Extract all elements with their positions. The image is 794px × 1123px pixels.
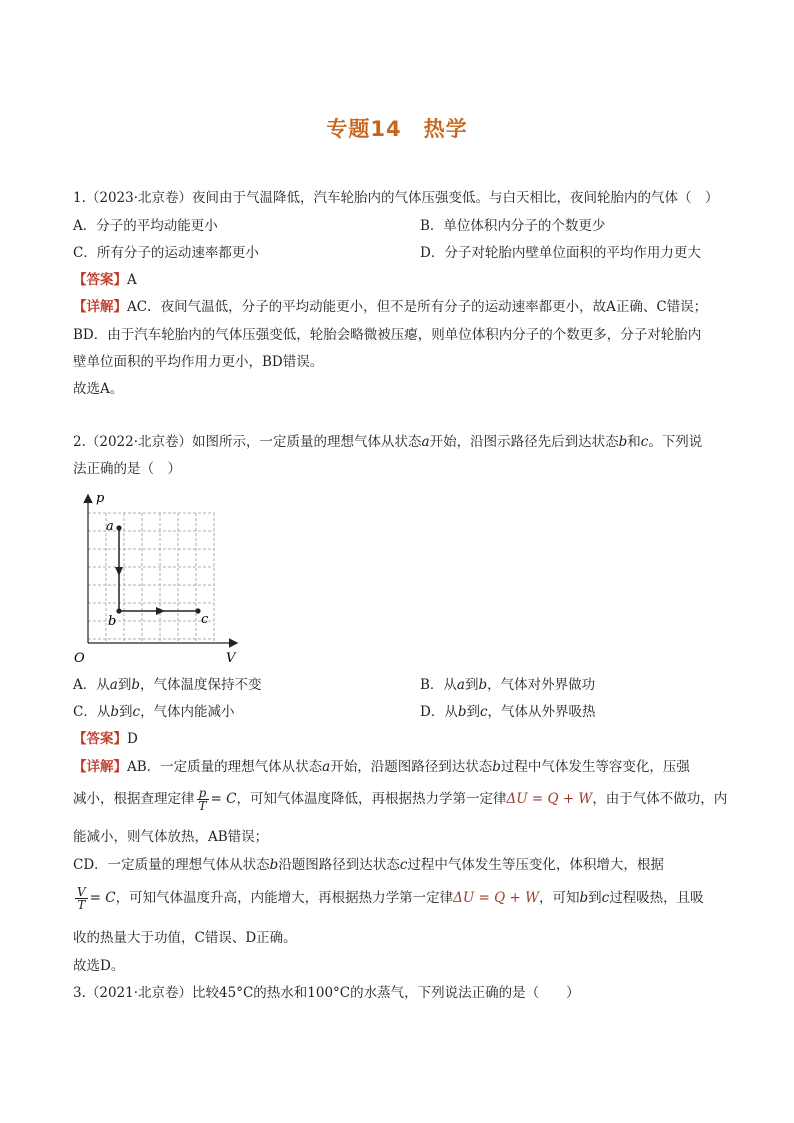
fraction-p-over-t: $\frac{p}{T}$ (198, 786, 207, 813)
axis-label-v: V (226, 651, 236, 666)
stem-text: 。下列说 (648, 434, 703, 450)
q2-options-row2 (73, 702, 733, 722)
origin-label: O (74, 651, 85, 666)
q1-answer (73, 270, 733, 290)
q2-detail-line5: $\frac{V}{T}$ = C，可知气体温度升高，内能增大，再根据热力学第一定律ΔU = Q + W，可知b到c过程吸热，且吸 (77, 885, 704, 912)
q2-detail-line2: 减小，根据查理定律 $\frac{p}{T}$ = C，可知气体温度降低，再根据热力学第一定律ΔU = Q + W，由于气体不做功，内 (73, 786, 728, 813)
q2-option-b: B．从a到b，气体对外界做功 (420, 677, 596, 693)
q2-conclusion: 故选D。 (73, 958, 125, 974)
var-c: c (640, 434, 649, 450)
q2-answer (73, 729, 733, 749)
arrow-down-icon (115, 567, 123, 576)
state-point-b (116, 608, 121, 613)
q1-stem: 1.（2023·北京卷）夜间由于气温降低，汽车轮胎内的气体压强变低。与白天相比，夜间轮胎内的气体（ ） (73, 190, 719, 206)
fraction-v-over-t: $\frac{V}{T}$ (77, 885, 86, 912)
pv-diagram (70, 488, 250, 668)
state-label-c: c (201, 612, 209, 627)
q2-option-a: A．从a到b，气体温度保持不变 (73, 677, 262, 693)
q3-stem: 3.（2021·北京卷）比较45°C的热水和100°C的水蒸气，下列说法正确的是（ ） (73, 985, 580, 1001)
q1-conclusion: 故选A。 (73, 381, 124, 397)
answer-value: A (127, 272, 137, 288)
var-a: a (421, 434, 430, 450)
q1-detail-line1 (73, 297, 733, 317)
q1-option-a: A．分子的平均动能更小 (73, 218, 218, 234)
q2-stem-line1 (73, 432, 733, 452)
state-point-c (195, 608, 200, 613)
q2-option-d: D．从b到c，气体从外界吸热 (420, 704, 596, 720)
stem-text: 和 (627, 434, 641, 450)
stem-text: 2.（2022·北京卷）如图所示，一定质量的理想气体从状态 (73, 434, 422, 450)
q2-option-c: C．从b到c，气体内能减小 (73, 704, 235, 720)
answer-tag: 【答案】 (73, 272, 127, 288)
q2-stem-line2: 法正确的是（ ） (73, 461, 181, 477)
q2-detail-line3: 能减小，则气体放热，AB错误； (73, 829, 269, 845)
detail-text: AC．夜间气温低，分子的平均动能更小，但不是所有分子的运动速率都更小，故A正确、C错误； (127, 299, 708, 315)
axis-label-p: p (96, 491, 105, 506)
stem-text: 开始，沿图示路径先后到达状态 (429, 434, 619, 450)
page-title: 专题14 热学 (326, 117, 468, 141)
q2-detail-line6: 收的热量大于功值，C错误、D正确。 (73, 930, 297, 946)
q2-detail-line1: 【详解】AB．一定质量的理想气体从状态a开始，沿题图路径到达状态b过程中气体发生等容变化，压强 (73, 759, 690, 775)
var-b: b (618, 434, 628, 450)
answer-tag: 【答案】 (73, 731, 127, 747)
state-label-a: a (106, 519, 114, 534)
answer-value: D (127, 731, 138, 747)
q1-options-row1 (73, 216, 733, 236)
q1-option-c: C．所有分子的运动速率都更小 (73, 245, 259, 261)
first-law-equation: ΔU = Q + W (506, 791, 593, 807)
detail-tag: 【详解】 (73, 299, 127, 315)
state-label-b: b (108, 614, 117, 629)
q2-detail-line4: CD．一定质量的理想气体从状态b沿题图路径到达状态c过程中气体发生等压变化，体积增大，根据 (73, 857, 664, 873)
q2-options-row1 (73, 675, 733, 695)
q1-options-row2 (73, 243, 733, 263)
q1-detail-line3: 壁单位面积的平均作用力更小，BD错误。 (73, 354, 324, 370)
arrow-right-icon (156, 607, 165, 615)
first-law-equation: ΔU = Q + W (453, 890, 539, 906)
q1-detail-line2: BD．由于汽车轮胎内的气体压强变低，轮胎会略微被压瘪，则单位体积内分子的个数更多，分子对轮胎内 (73, 327, 702, 343)
detail-tag: 【详解】 (73, 759, 127, 775)
q1-option-d: D．分子对轮胎内壁单位面积的平均作用力更大 (420, 245, 701, 261)
q1-option-b: B．单位体积内分子的个数更少 (420, 218, 606, 234)
state-point-a (116, 525, 121, 530)
